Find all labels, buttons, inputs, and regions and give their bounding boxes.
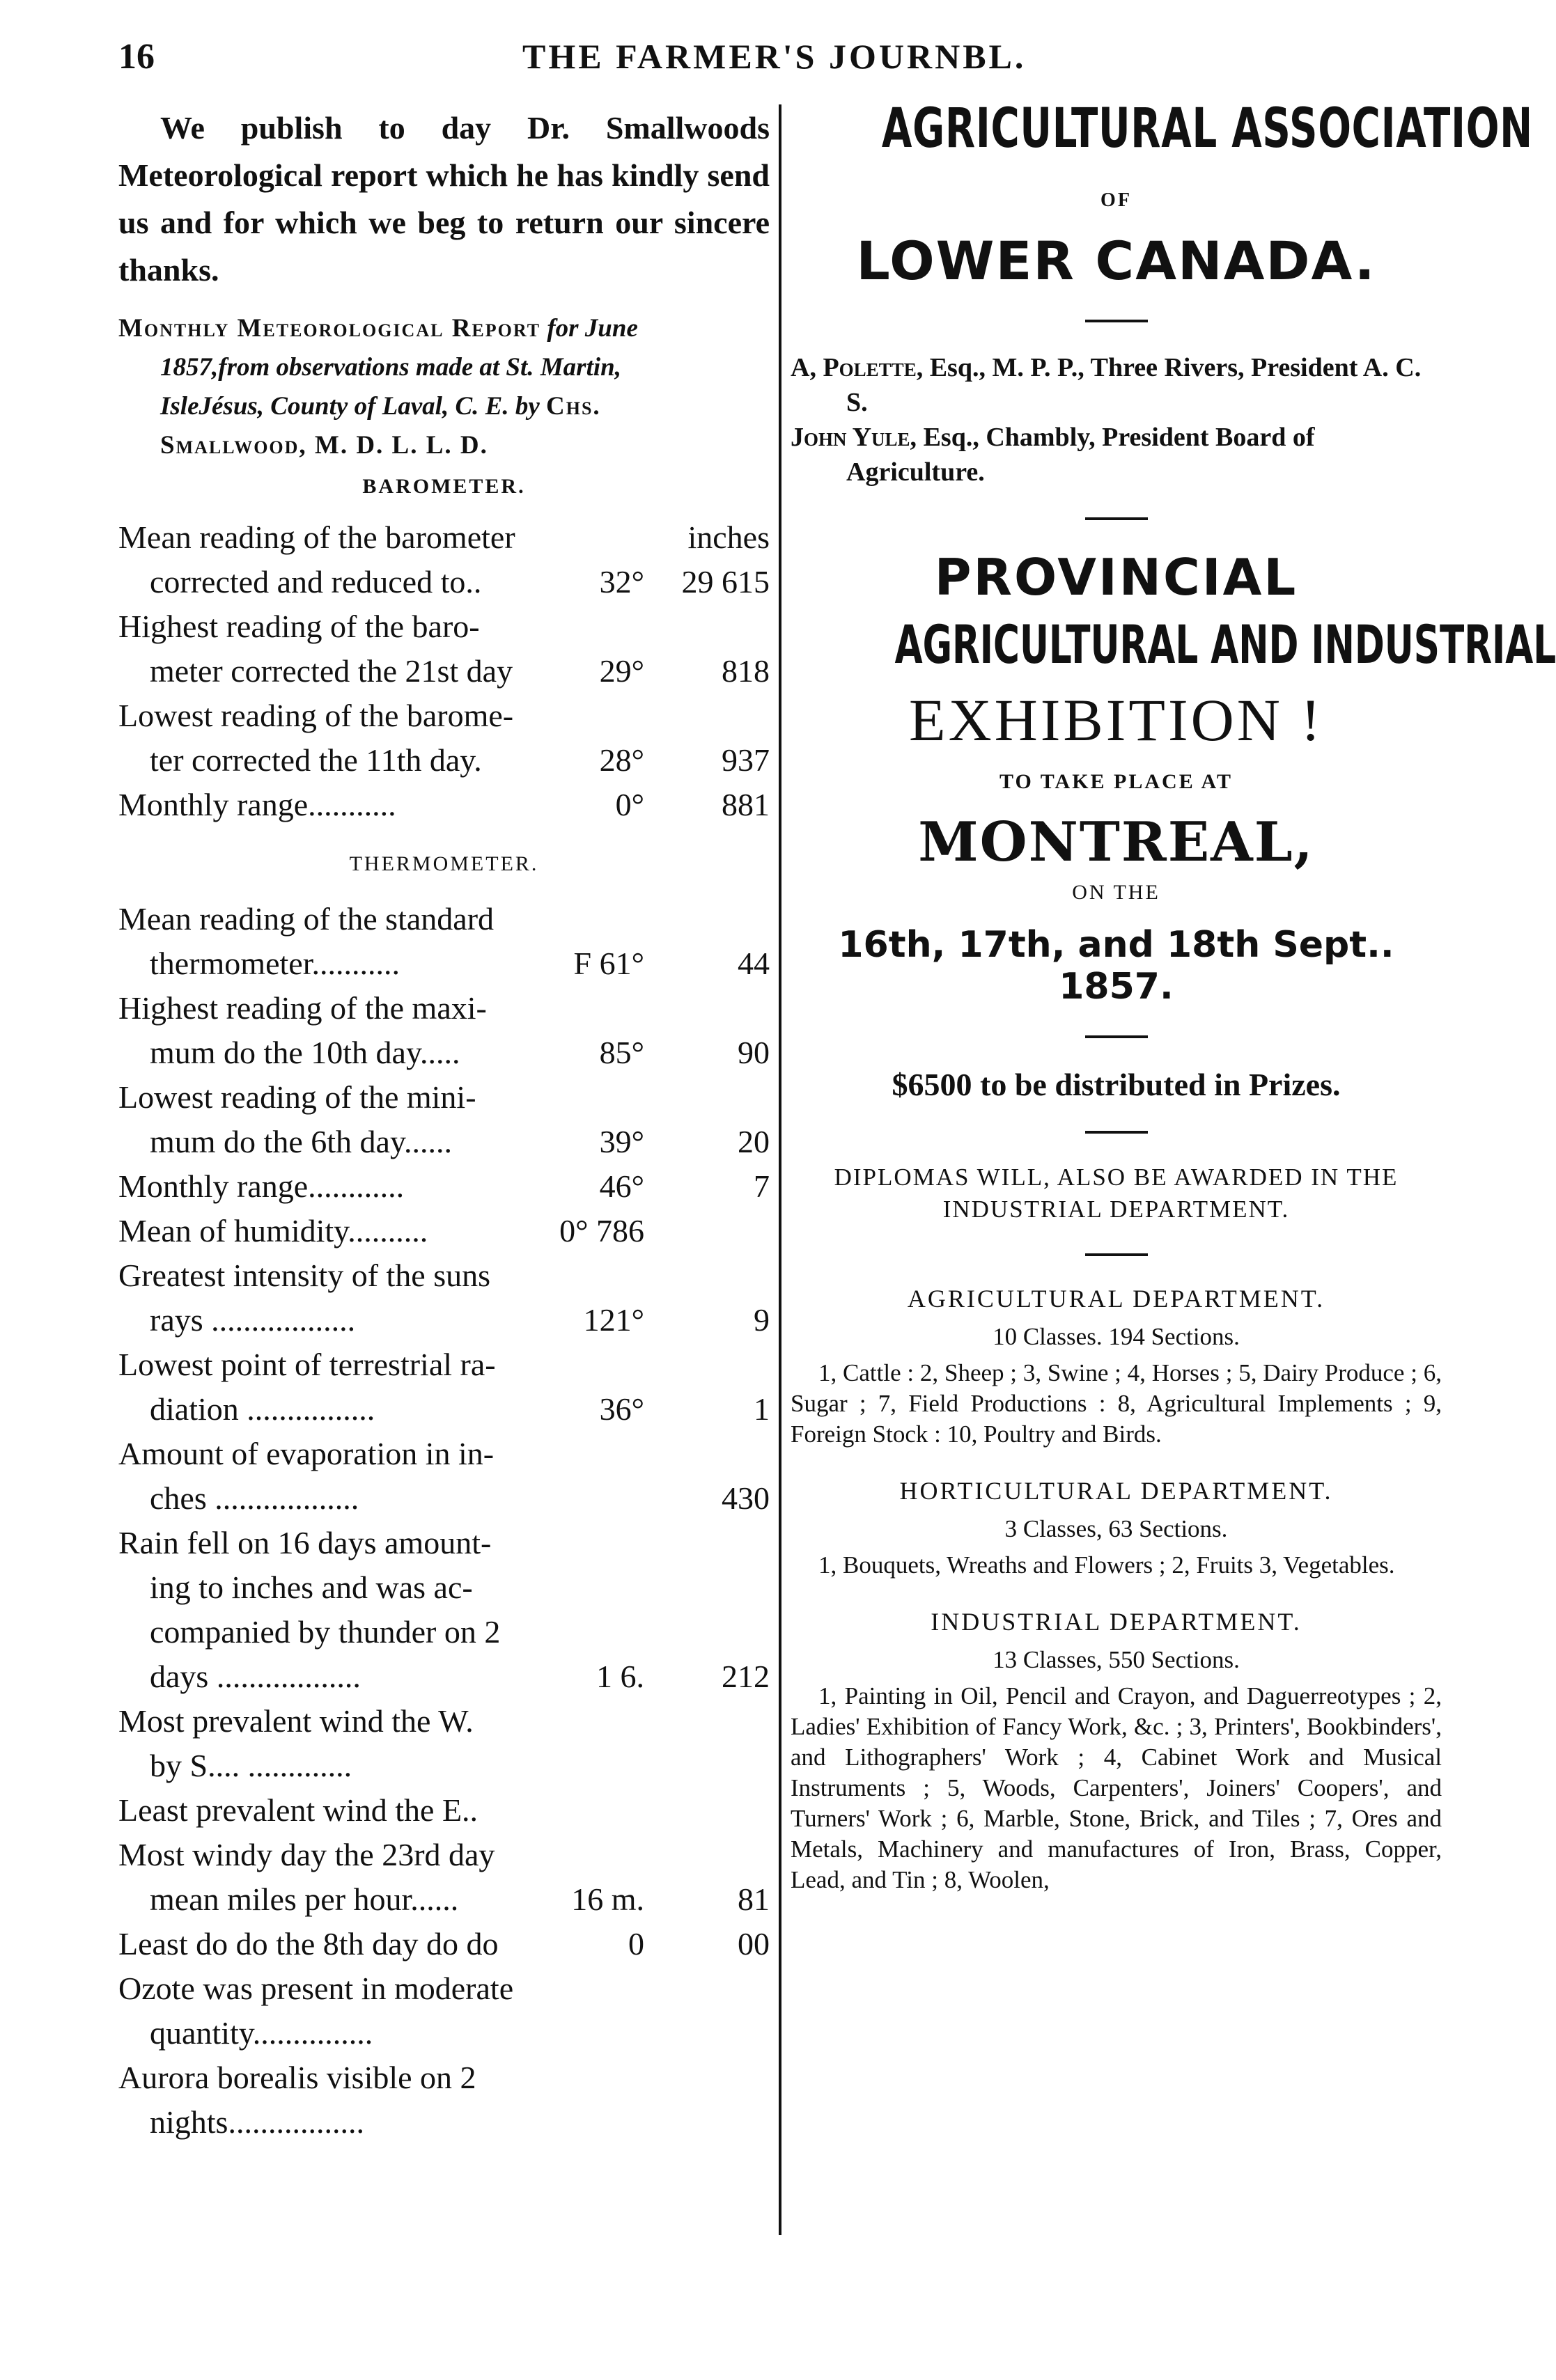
report-heading — [118, 309, 770, 465]
table-row-value-b: 818 — [722, 653, 770, 689]
agricultural-department-count: 10 Classes. 194 Sections. — [993, 1323, 1240, 1350]
barometer-units: inches — [687, 519, 770, 555]
of-label: OF — [1100, 189, 1132, 211]
montreal-title: MONTREAL, — [918, 811, 1314, 874]
table-row-label: quantity............... — [150, 2015, 373, 2051]
table-row-label: Lowest reading of the barome- — [118, 698, 514, 733]
divider — [1085, 320, 1148, 322]
table-row-label: Mean reading of the barometer — [118, 519, 515, 555]
take-place-label: TO TAKE PLACE AT — [999, 770, 1234, 793]
table-row-value-b: 937 — [722, 742, 770, 778]
table-row — [118, 560, 770, 604]
table-row-value-a: 0 — [628, 1926, 644, 1962]
table-row-value-a: 1 6. — [596, 1659, 644, 1694]
report-line-3: IsleJésus, County of Laval, C. E. by Chs. — [160, 392, 601, 421]
table-row — [118, 2056, 770, 2145]
table-row-value-a: 16 m. — [571, 1881, 644, 1917]
table-row — [118, 1432, 770, 1521]
table-row — [118, 1699, 770, 1788]
industrial-department-count: 13 Classes, 550 Sections. — [993, 1646, 1240, 1673]
officer-board: John Yule, Esq., Chambly, President Board of Agriculture. — [791, 423, 1315, 487]
agricultural-department-list: 1, Cattle : 2, Sheep ; 3, Swine ; 4, Horses ; 5, Dairy Produce ; 6, Sugar ; 7, Field Productions : 8, Agricultural Implements ; 9, Foreign Stock : 10, Poultry and Birds. — [791, 1359, 1442, 1448]
horticultural-department-list: 1, Bouquets, Wreaths and Flowers ; 2, Fruits 3, Vegetables. — [818, 1551, 1395, 1579]
table-row — [118, 1833, 770, 1922]
table-row-value-b: 20 — [738, 1124, 770, 1159]
left-column — [118, 104, 770, 2145]
table-row — [118, 1164, 770, 1209]
table-row-label: Greatest intensity of the suns — [118, 1258, 491, 1293]
prizes-text: $6500 to be distributed in Prizes. — [892, 1067, 1341, 1102]
industrial-department-list: 1, Painting in Oil, Pencil and Crayon, and Daguerreotypes ; 2, Ladies' Exhibition of Fancy Work, &c. ; 3, Printers', Bookbinders', and Lithographers' Work ; 4, Cabinet Work and Musical Instruments ; 5, Woods, Carpenters', Joiners' Coopers', and Turners' Work ; 6, Marble, Stone, Brick, and Tiles ; 7, Ores and Metals, Machinery and manufactures of Iron, Brass, Copper, Lead, and Tin ; 8, Woolen, — [791, 1682, 1442, 1893]
table-row-value-a: 121° — [583, 1302, 644, 1338]
table-row-value-a: 29° — [599, 653, 644, 689]
table-row-value-b: 00 — [738, 1926, 770, 1962]
table-row-value-b: 9 — [754, 1302, 770, 1338]
horticultural-department-title: HORTICULTURAL DEPARTMENT. — [899, 1477, 1333, 1505]
thermometer-table — [118, 897, 770, 2145]
table-row-value-b: 212 — [722, 1659, 770, 1694]
thermometer-heading: THERMOMETER. — [349, 852, 539, 875]
report-title: Monthly Meteorological Report — [118, 314, 541, 343]
table-row-label: diation ................ — [150, 1391, 375, 1427]
page-header — [118, 36, 1442, 85]
table-row-label: Lowest point of terrestrial ra- — [118, 1347, 496, 1382]
table-row-label: nights................. — [150, 2104, 364, 2140]
table-row — [118, 1521, 770, 1699]
right-column — [791, 97, 1556, 1895]
table-row-value-b: 881 — [722, 787, 770, 822]
report-author-first: Chs. — [546, 392, 601, 421]
table-row-value-b: 90 — [738, 1035, 770, 1070]
table-row-label: thermometer........... — [150, 946, 400, 981]
table-row-label: rays .................. — [150, 1302, 356, 1338]
table-row — [118, 1966, 770, 2056]
table-row — [118, 783, 770, 827]
column-divider — [779, 104, 781, 2235]
officer-president: A, Polette, Esq., M. P. P., Three Rivers, President A. C. S. — [791, 353, 1422, 417]
table-row — [118, 1253, 770, 1342]
exhibition-title: EXHIBITION ! — [909, 687, 1323, 753]
table-row-label: Aurora borealis visible on 2 — [118, 2060, 476, 2095]
association-title: AGRICULTURAL ASSOCIATION — [881, 97, 1533, 160]
table-row-value-b: 81 — [738, 1881, 770, 1917]
table-row-label: Mean of humidity.......... — [118, 1213, 428, 1248]
table-row-label: ter corrected the 11th day. — [150, 742, 482, 778]
agricultural-industrial-title: AGRICULTURAL AND INDUSTRIAL — [894, 613, 1556, 675]
provincial-title: PROVINCIAL — [934, 548, 1298, 606]
officers — [791, 350, 1442, 490]
lower-canada-title: LOWER CANADA. — [856, 230, 1376, 292]
table-row — [118, 1342, 770, 1432]
table-row-value-b: 7 — [754, 1168, 770, 1204]
table-row-label: Amount of evaporation in in- — [118, 1436, 495, 1471]
table-row-label: ing to inches and was ac- — [150, 1569, 473, 1605]
table-row-label: Rain fell on 16 days amount- — [118, 1525, 492, 1560]
barometer-units-row — [118, 515, 770, 560]
table-row — [118, 897, 770, 986]
horticultural-department-count: 3 Classes, 63 Sections. — [1004, 1515, 1228, 1542]
divider — [1085, 517, 1148, 520]
on-the-label: ON THE — [1072, 881, 1160, 904]
divider — [1085, 1131, 1148, 1134]
table-row-label: Highest reading of the baro- — [118, 609, 480, 644]
table-row-label: corrected and reduced to.. — [150, 564, 482, 600]
report-author: Smallwood, M. D. L. L. D. — [160, 431, 488, 460]
intro-paragraph: We publish to day Dr. Smallwoods Meteorological report which he has kindly send us and for which we beg to return our sincere thanks. — [118, 110, 770, 288]
table-row — [118, 604, 770, 694]
table-row-label: mum do the 10th day..... — [150, 1035, 460, 1070]
table-row — [118, 1922, 770, 1966]
table-row-label: Monthly range........... — [118, 787, 396, 822]
divider — [1085, 1253, 1148, 1256]
report-line-2: 1857,from observations made at St. Martin, — [160, 353, 621, 382]
table-row-value-a: 28° — [599, 742, 644, 778]
barometer-heading: BAROMETER. — [362, 475, 526, 498]
table-row-label: Least prevalent wind the E.. — [118, 1792, 479, 1828]
table-row-value-a: 0° — [615, 787, 644, 822]
table-row-value-a: 32° — [599, 564, 644, 600]
table-row-label: Mean reading of the standard — [118, 901, 495, 937]
divider — [1085, 1035, 1148, 1038]
table-row-label: ches .................. — [150, 1480, 359, 1516]
barometer-table — [118, 515, 770, 827]
industrial-department-title: INDUSTRIAL DEPARTMENT. — [931, 1608, 1302, 1636]
table-row-label: Least do do the 8th day do do — [118, 1926, 499, 1962]
table-row-label: Ozote was present in moderate — [118, 1971, 514, 2006]
table-row — [118, 1788, 770, 1833]
agricultural-department-title: AGRICULTURAL DEPARTMENT. — [907, 1285, 1325, 1313]
table-row-value-a: 0° 786 — [559, 1213, 644, 1248]
table-row-value-b: 1 — [754, 1391, 770, 1427]
table-row-label: mean miles per hour...... — [150, 1881, 459, 1917]
table-row-label: Highest reading of the maxi- — [118, 990, 487, 1026]
table-row-value-a: 85° — [599, 1035, 644, 1070]
table-row-label: by S.... ............. — [150, 1748, 352, 1783]
table-row-value-a: F 61° — [573, 946, 644, 981]
table-row-label: companied by thunder on 2 — [150, 1614, 501, 1650]
table-row-label: Most prevalent wind the W. — [118, 1703, 474, 1739]
table-row-label: mum do the 6th day...... — [150, 1124, 452, 1159]
diplomas-notice: DIPLOMAS WILL, ALSO BE AWARDED IN THE INDUSTRIAL DEPARTMENT. — [834, 1164, 1399, 1223]
table-row-label: days .................. — [150, 1659, 361, 1694]
table-row-value-b: 29 615 — [681, 564, 770, 600]
table-row — [118, 1075, 770, 1164]
table-row-label: Lowest reading of the mini- — [118, 1079, 476, 1115]
running-title: THE FARMER'S JOURNBL. — [522, 37, 1027, 76]
table-row-value-a: 46° — [599, 1168, 644, 1204]
table-row-value-b: 430 — [722, 1480, 770, 1516]
table-row-value-a: 36° — [599, 1391, 644, 1427]
table-row — [118, 986, 770, 1075]
exhibition-dates: 16th, 17th, and 18th Sept.. 1857. — [838, 924, 1394, 1008]
table-row — [118, 1209, 770, 1253]
table-row-label: meter corrected the 21st day — [150, 653, 513, 689]
table-row — [118, 694, 770, 783]
page-number: 16 — [118, 37, 155, 77]
report-for-june: for June — [547, 314, 638, 343]
table-row-label: Most windy day the 23rd day — [118, 1837, 495, 1872]
table-row-value-a: 39° — [599, 1124, 644, 1159]
table-row-label: Monthly range............ — [118, 1168, 405, 1204]
table-row-value-b: 44 — [738, 946, 770, 981]
